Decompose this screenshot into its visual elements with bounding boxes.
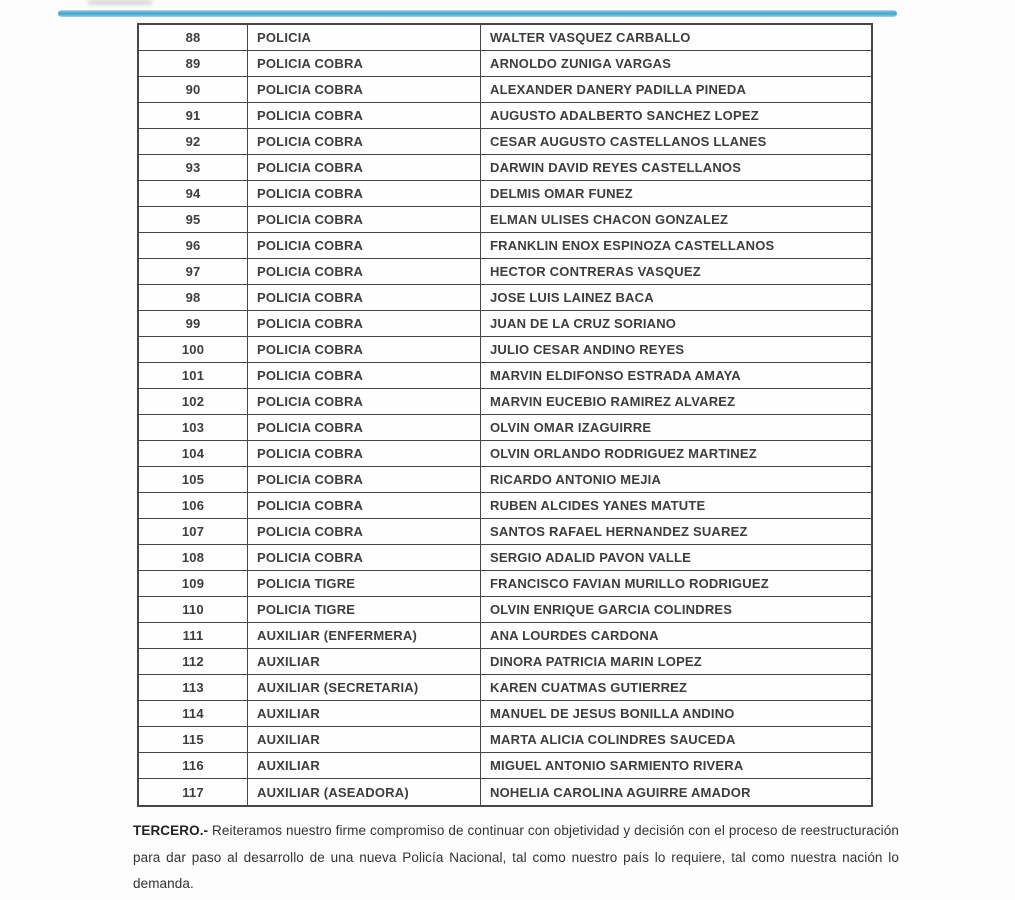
cell-number: 112: [139, 649, 248, 675]
cell-number: 93: [139, 155, 248, 181]
cell-number: 107: [139, 519, 248, 545]
cell-name: FRANKLIN ENOX ESPINOZA CASTELLANOS: [481, 233, 871, 259]
cell-name: MARTA ALICIA COLINDRES SAUCEDA: [481, 727, 871, 753]
cell-role: POLICIA COBRA: [248, 363, 481, 389]
cell-role: POLICIA COBRA: [248, 233, 481, 259]
cell-name: MARVIN ELDIFONSO ESTRADA AMAYA: [481, 363, 871, 389]
cell-name: SANTOS RAFAEL HERNANDEZ SUAREZ: [481, 519, 871, 545]
cell-number: 97: [139, 259, 248, 285]
cell-role: AUXILIAR (ENFERMERA): [248, 623, 481, 649]
cell-role: POLICIA COBRA: [248, 103, 481, 129]
cell-name: NOHELIA CAROLINA AGUIRRE AMADOR: [490, 784, 751, 800]
cell-number: 113: [139, 675, 248, 701]
cell-role: AUXILIAR: [248, 649, 481, 675]
cell-number: 90: [139, 77, 248, 103]
cell-role: POLICIA TIGRE: [248, 597, 481, 623]
cell-number: 110: [139, 597, 248, 623]
cell-name: RICARDO ANTONIO MEJIA: [481, 467, 871, 493]
cell-name: MIGUEL ANTONIO SARMIENTO RIVERA: [481, 753, 871, 779]
cell-name: DARWIN DAVID REYES CASTELLANOS: [481, 155, 871, 181]
cell-role: POLICIA COBRA: [248, 441, 481, 467]
cell-number: 96: [139, 233, 248, 259]
cell-number: 95: [139, 207, 248, 233]
cell-role: POLICIA COBRA: [248, 415, 481, 441]
cell-name: OLVIN OMAR IZAGUIRRE: [481, 415, 871, 441]
cell-number: 106: [139, 493, 248, 519]
cell-role: POLICIA COBRA: [248, 285, 481, 311]
cell-role: POLICIA COBRA: [248, 259, 481, 285]
cell-role: POLICIA COBRA: [248, 155, 481, 181]
cell-name: RUBEN ALCIDES YANES MATUTE: [481, 493, 871, 519]
cell-name: CESAR AUGUSTO CASTELLANOS LLANES: [481, 129, 871, 155]
cell-name: ANA LOURDES CARDONA: [481, 623, 871, 649]
cell-number: 102: [139, 389, 248, 415]
cell-number: 103: [139, 415, 248, 441]
cell-name: FRANCISCO FAVIAN MURILLO RODRIGUEZ: [481, 571, 871, 597]
cell-name: JUAN DE LA CRUZ SORIANO: [481, 311, 871, 337]
cell-role: POLICIA COBRA: [248, 129, 481, 155]
cell-number: 92: [139, 129, 248, 155]
personnel-roster-table: [137, 23, 873, 807]
cell-role: POLICIA COBRA: [248, 311, 481, 337]
cell-role: POLICIA COBRA: [248, 77, 481, 103]
cell-name: JULIO CESAR ANDINO REYES: [481, 337, 871, 363]
cell-number: 88: [139, 25, 248, 51]
cell-number: 91: [139, 103, 248, 129]
cell-name: KAREN CUATMAS GUTIERREZ: [481, 675, 871, 701]
cell-name: OLVIN ENRIQUE GARCIA COLINDRES: [481, 597, 871, 623]
cell-number: 89: [139, 51, 248, 77]
cell-number: 94: [139, 181, 248, 207]
cell-number: 109: [139, 571, 248, 597]
cell-name: ARNOLDO ZUNIGA VARGAS: [481, 51, 871, 77]
cell-role: POLICIA COBRA: [248, 467, 481, 493]
cell-role: POLICIA: [248, 25, 481, 51]
cell-role: POLICIA COBRA: [248, 207, 481, 233]
cell-name: HECTOR CONTRERAS VASQUEZ: [481, 259, 871, 285]
closing-paragraph: [133, 818, 899, 898]
top-edge-text-artifact: [88, 0, 152, 5]
cell-role: POLICIA COBRA: [248, 389, 481, 415]
cell-name: ELMAN ULISES CHACON GONZALEZ: [481, 207, 871, 233]
cell-number: 115: [139, 727, 248, 753]
paragraph-body: Reiteramos nuestro firme compromiso de continuar con objetividad y decisión con el proceso de reestructuración para dar paso al desarrollo de una nueva Policía Nacional, tal como nuestro país lo requiere, tal como nuestra nación lo demanda.: [133, 823, 899, 891]
cell-role: AUXILIAR (ASEADORA): [248, 779, 481, 805]
cell-role: POLICIA COBRA: [248, 493, 481, 519]
blue-divider-line: [58, 10, 897, 17]
cell-name: JOSE LUIS LAINEZ BACA: [481, 285, 871, 311]
cell-number: 116: [139, 753, 248, 779]
cell-number: 101: [139, 363, 248, 389]
cell-name: MARVIN EUCEBIO RAMIREZ ALVAREZ: [481, 389, 871, 415]
cell-role: POLICIA COBRA: [248, 519, 481, 545]
cell-number: 111: [139, 623, 248, 649]
cell-number: 108: [139, 545, 248, 571]
cell-role: POLICIA COBRA: [248, 51, 481, 77]
cell-role: POLICIA COBRA: [248, 181, 481, 207]
cell-role: AUXILIAR: [248, 753, 481, 779]
cell-role: POLICIA COBRA: [248, 337, 481, 363]
cell-name: ALEXANDER DANERY PADILLA PINEDA: [481, 77, 871, 103]
cell-name: DINORA PATRICIA MARIN LOPEZ: [481, 649, 871, 675]
cell-number: 105: [139, 467, 248, 493]
cell-role: AUXILIAR (SECRETARIA): [248, 675, 481, 701]
cell-name: DELMIS OMAR FUNEZ: [481, 181, 871, 207]
paragraph-lead: TERCERO.-: [133, 823, 209, 838]
cell-name: OLVIN ORLANDO RODRIGUEZ MARTINEZ: [481, 441, 871, 467]
cell-name: SERGIO ADALID PAVON VALLE: [481, 545, 871, 571]
cell-role: POLICIA COBRA: [248, 545, 481, 571]
cell-name: MANUEL DE JESUS BONILLA ANDINO: [481, 701, 871, 727]
cell-number: 104: [139, 441, 248, 467]
cell-name: WALTER VASQUEZ CARBALLO: [481, 25, 871, 51]
cell-role: POLICIA TIGRE: [248, 571, 481, 597]
cell-name: AUGUSTO ADALBERTO SANCHEZ LOPEZ: [481, 103, 871, 129]
cell-role: AUXILIAR: [248, 727, 481, 753]
cell-number: 117: [139, 779, 248, 805]
cell-number: 100: [139, 337, 248, 363]
cell-number: 114: [139, 701, 248, 727]
cell-role: AUXILIAR: [248, 701, 481, 727]
cell-number: 99: [139, 311, 248, 337]
cell-number: 98: [139, 285, 248, 311]
